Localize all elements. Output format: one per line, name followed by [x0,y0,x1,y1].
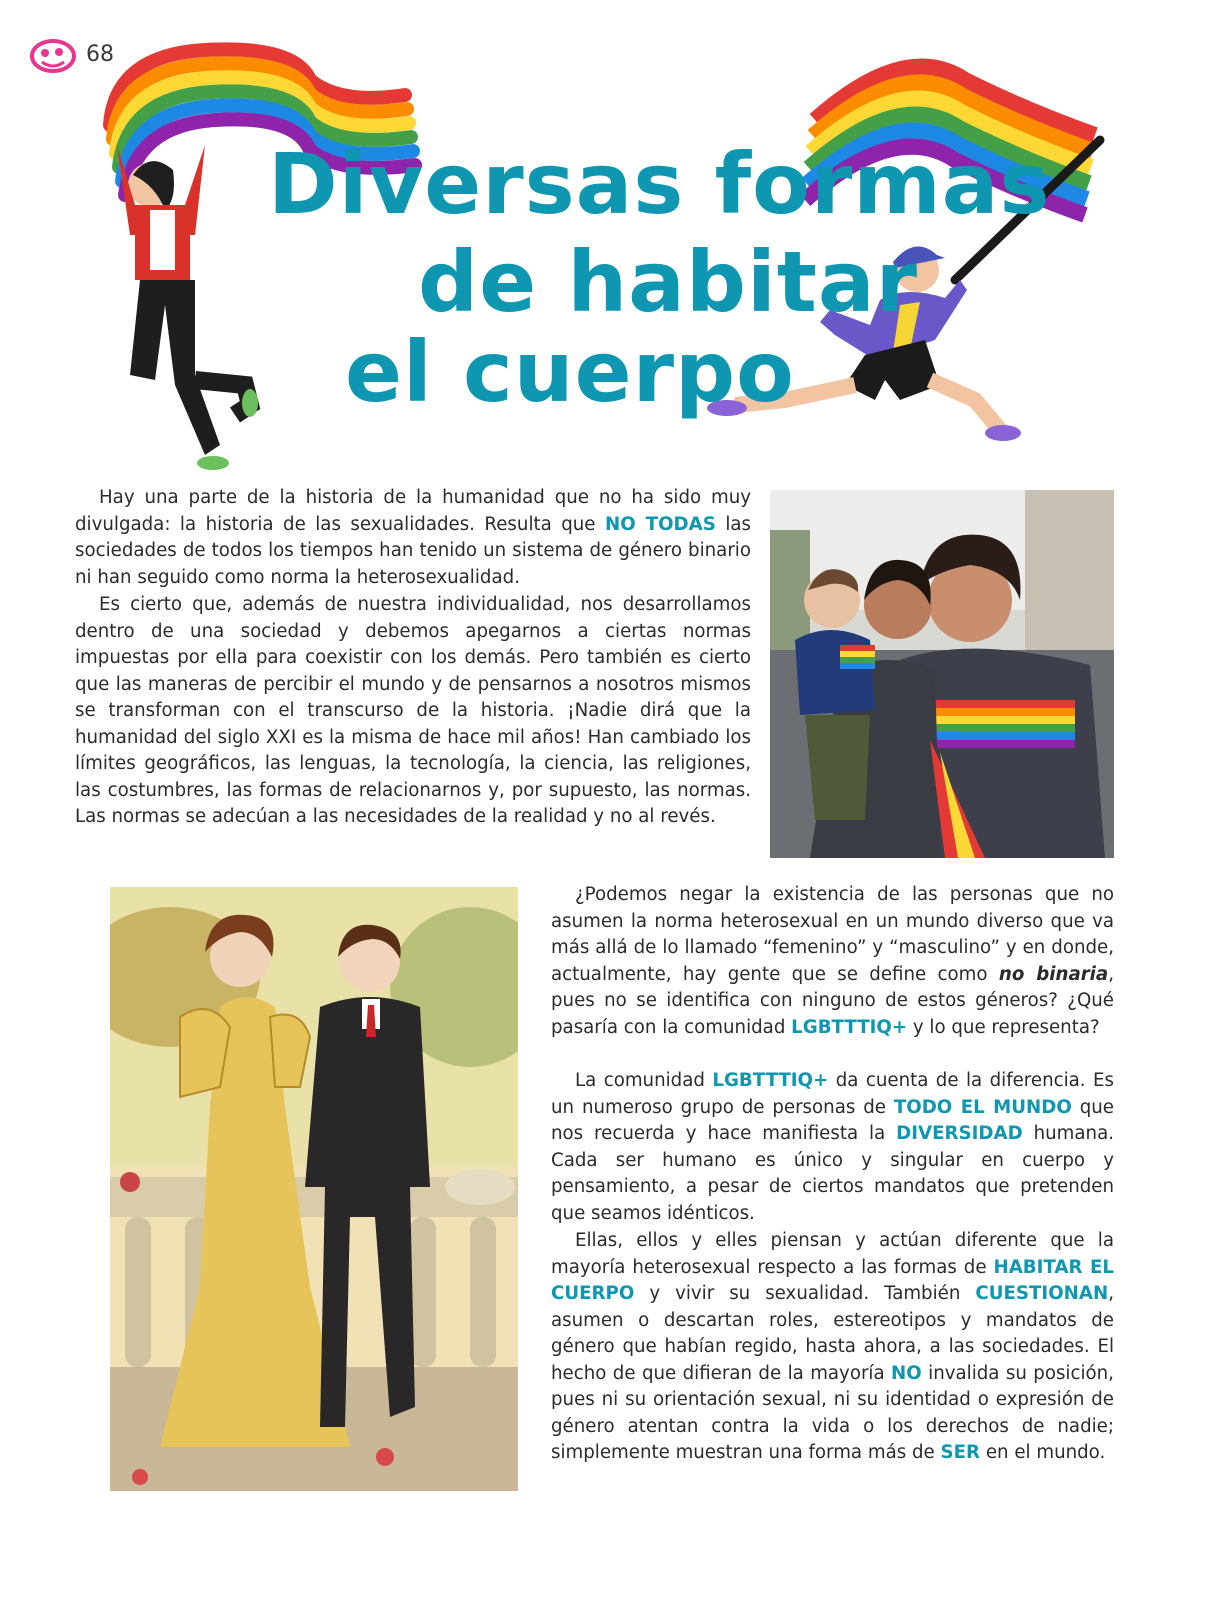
text-run: invalida su posición, pues ni su orientación sexual, ni su identidad o expresión de género atentan contra la vida o los derechos de nadie; simplemente muestran una forma más de [551,1362,1114,1463]
highlight-lgbtttiq: LGBTTTIQ+ [791,1016,908,1038]
highlight-cuestionan: CUESTIONAN [975,1283,1109,1304]
text-run: y lo que representa? [912,1016,1100,1038]
body-paragraph-2 [551,1068,1114,1227]
highlight-no: NO [891,1362,922,1384]
highlight-diversidad: DIVERSIDAD [896,1123,1023,1144]
highlight-todo-el-mundo: TODO EL MUNDO [893,1096,1072,1118]
intro-paragraph-1 [75,485,751,591]
text-run: , asumen o descartan roles, estereotipos y mandatos de género que habían regido, hasta ahora, a las sociedades. El hecho de que difieran de la mayoría [551,1283,1114,1384]
text-run: , pues no se identifica con ninguno de estos géneros? ¿Qué pasaría con la comunidad [551,963,1114,1038]
text-run: las sociedades de todos los tiempos han tenido un sistema de género binario ni han seguido como norma la heterosexualidad. [75,513,751,588]
emphasis-no-binaria: no binaria [998,963,1109,985]
pride-family-photo [770,490,1114,858]
title-line-3: el cuerpo [345,323,795,421]
text-run: La comunidad [575,1070,705,1091]
highlight-lgbtttiq: LGBTTTIQ+ [712,1070,829,1091]
text-run: Hay una parte de la historia de la humanidad que no ha sido muy divulgada: la historia de las sexualidades. Resulta que [75,487,751,535]
page-number: 68 [86,42,114,67]
text-run: y vivir su sexualidad. También [649,1283,961,1304]
text-run: humana. Cada ser humano es único y singular en cuerpo y pensamiento, a pesar de ciertos mandatos que pretenden que seamos idénticos. [551,1123,1114,1224]
publisher-logo-icon [30,38,76,74]
highlight-no-todas: NO TODAS [604,513,716,535]
text-run: Es cierto que, además de nuestra individualidad, nos desarrollamos dentro de una sociedad y debemos apegarnos a ciertas normas impuestas por ella para coexistir con los demás. Pero también es cierto que las maneras de percibir el mundo y de pensarnos a nosotros mismos se transforman con el transcurso de la historia. ¡Nadie dirá que la humanidad del siglo XXI es la misma de hace mil años! Han cambiado los límites geográficos, las lenguas, la tecnología, la ciencia, las religiones, las costumbres, las formas de relacionarnos y, por supuesto, las normas. Las normas se adecúan a las necesidades de la realidad y no al revés. [75,594,751,827]
body-paragraph-3 [551,1228,1114,1467]
text-run: ¿Podemos negar la existencia de las personas que no asumen la norma heterosexual en un mundo diverso que va más allá de lo llamado “femenino” y “masculino” y en donde, actualmente, hay gente que se define como [551,884,1114,985]
body-paragraph-1 [551,882,1114,1041]
text-run: Ellas, ellos y elles piensan y actúan diferente que la mayoría heterosexual respecto a las formas de [551,1230,1114,1278]
title-line-2: de habitar [418,233,919,331]
highlight-ser: SER [940,1442,981,1463]
text-run: que nos recuerda y hace manifiesta la [551,1096,1114,1144]
vintage-couple-postcard-illustration [110,887,518,1491]
highlight-habitar-el-cuerpo: HABITAR EL CUERPO [551,1256,1114,1304]
text-run: da cuenta de la diferencia. Es un numeroso grupo de personas de [551,1070,1114,1118]
text-run: en el mundo. [985,1442,1106,1463]
title-line-1: Diversas formas [268,135,1051,233]
intro-paragraph-2 [75,592,751,831]
